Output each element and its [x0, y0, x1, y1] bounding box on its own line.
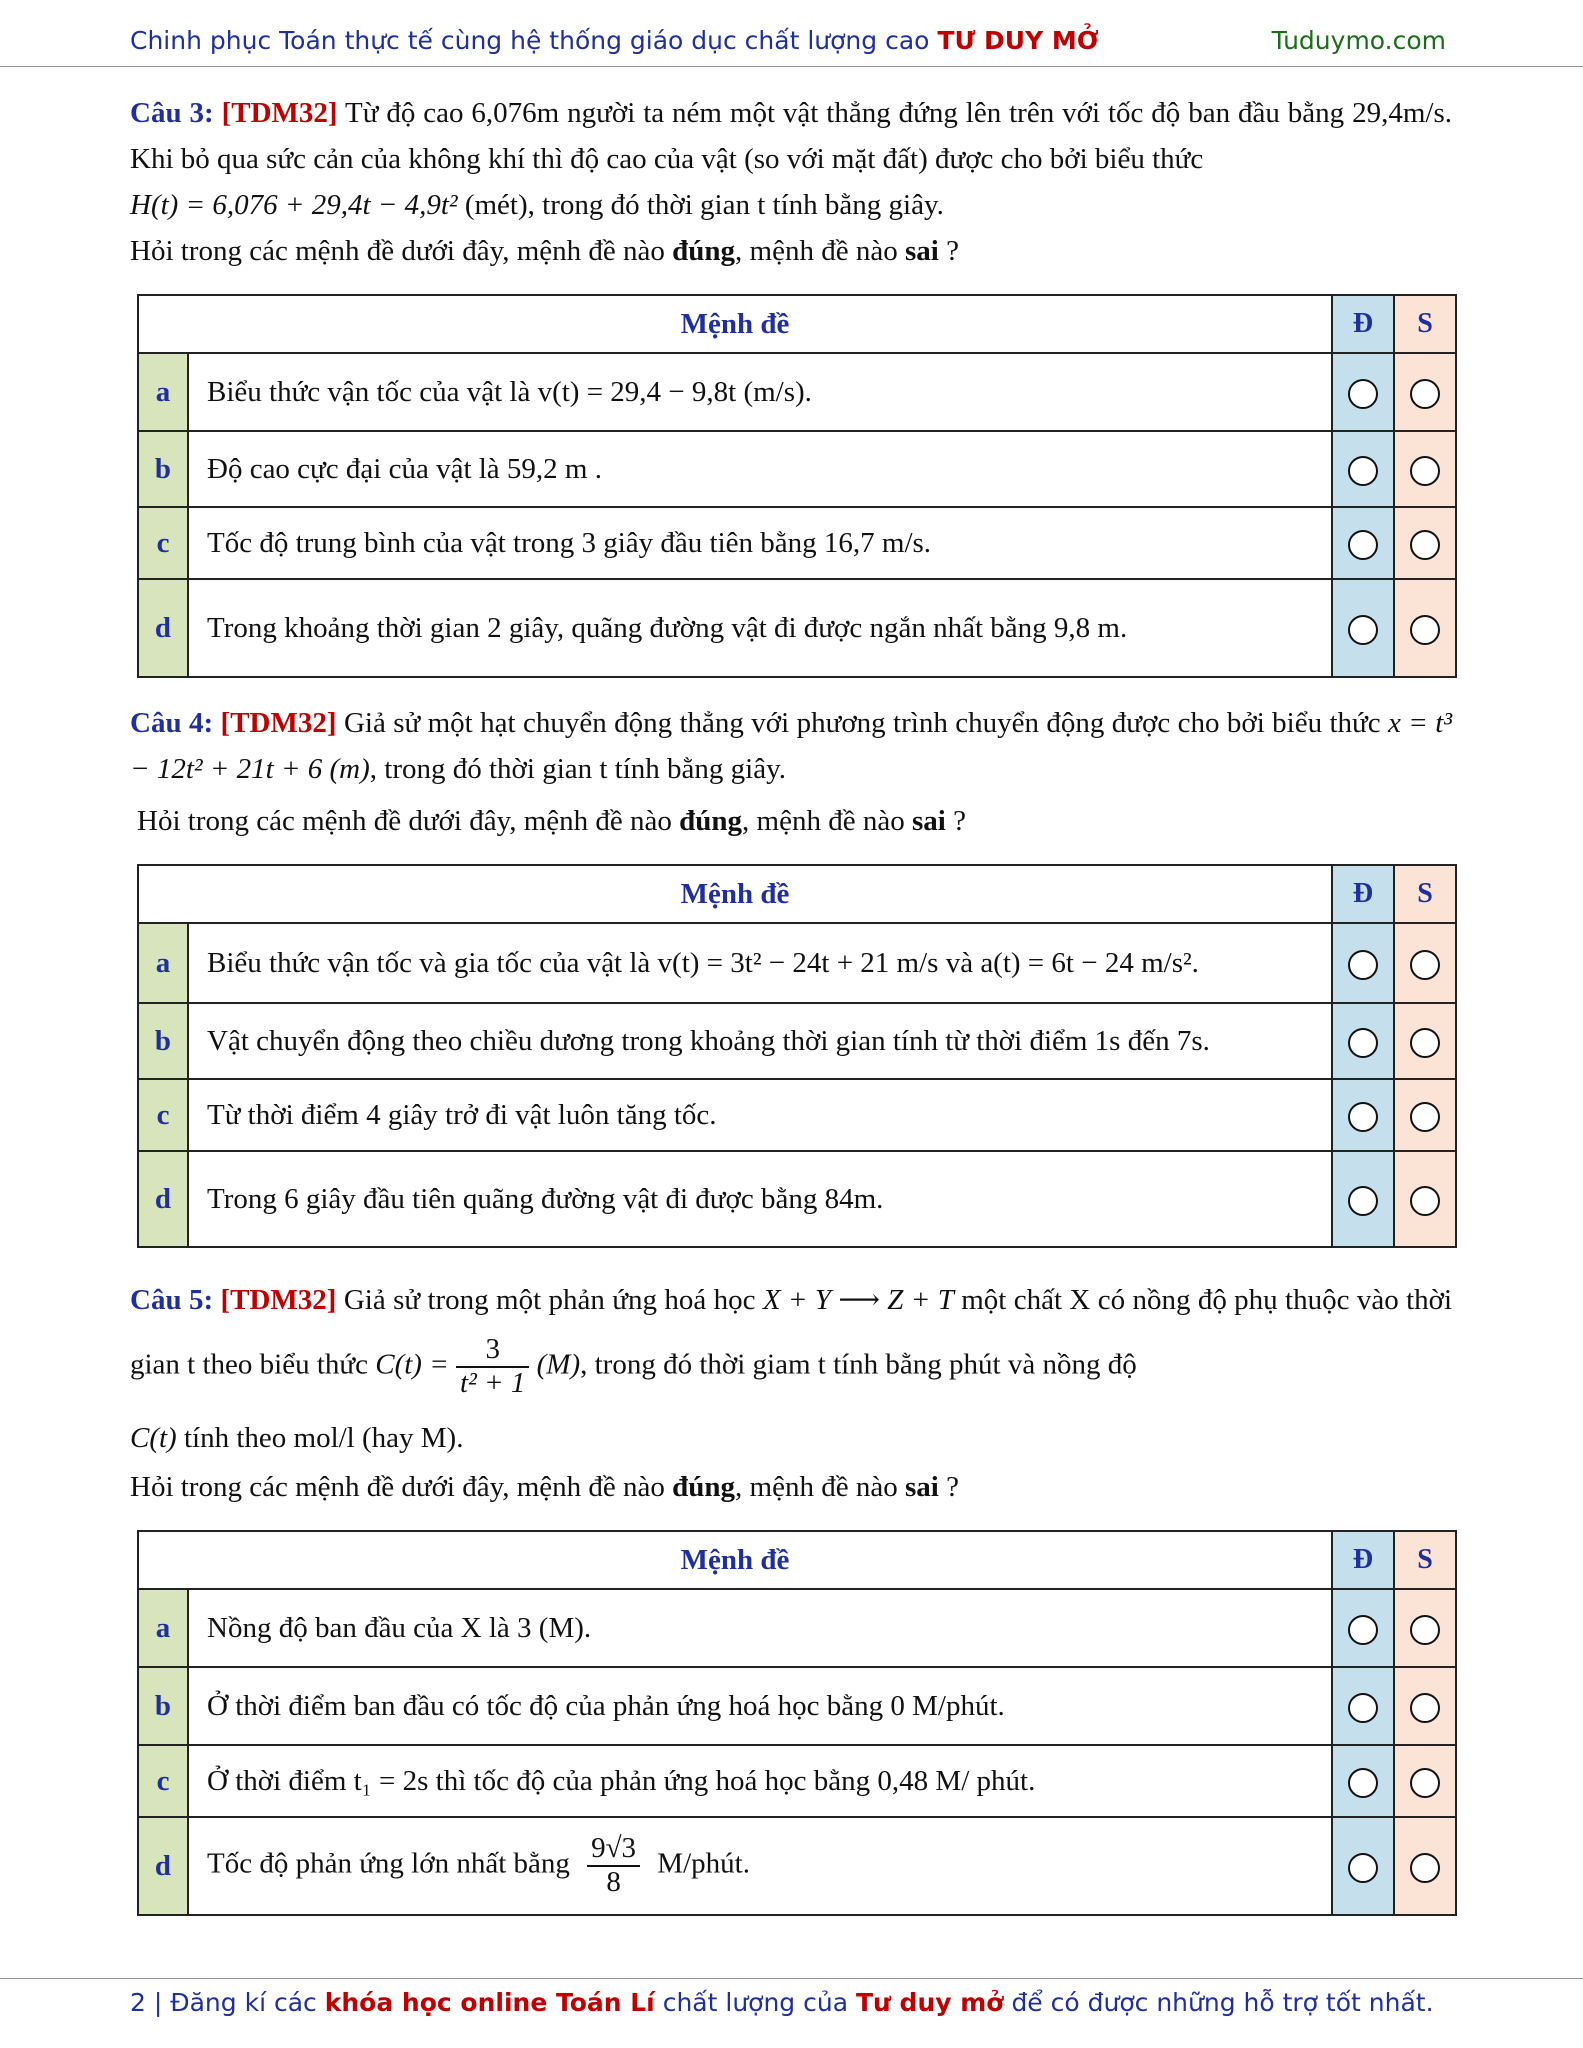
statement-text: Ở thời điểm t₁ = 2s thì tốc độ của phản ứng hoá học bằng 0,48 M/ phút. — [188, 1745, 1332, 1817]
table-row — [138, 923, 1456, 1003]
statement-letter: d — [138, 1817, 188, 1915]
radio-circle-icon[interactable] — [1410, 530, 1440, 560]
radio-circle-icon[interactable] — [1348, 1693, 1378, 1723]
page-header — [0, 0, 1583, 68]
header-divider — [0, 66, 1583, 67]
radio-circle-icon[interactable] — [1410, 1693, 1440, 1723]
table-row — [138, 579, 1456, 677]
col-false-header: S — [1394, 1531, 1456, 1589]
statement-letter: d — [138, 1151, 188, 1247]
radio-circle-icon[interactable] — [1410, 1028, 1440, 1058]
table-row — [138, 507, 1456, 579]
col-false-header: S — [1394, 865, 1456, 923]
footer-text: Đăng kí các — [170, 1988, 317, 2017]
prompt-suffix: ? — [945, 805, 966, 837]
fraction-numerator: 3 — [456, 1334, 529, 1368]
question-label: Câu 3: — [130, 97, 214, 129]
statement-letter: a — [138, 1589, 188, 1667]
question-label: Câu 5: — [130, 1284, 214, 1316]
question-5 — [130, 1276, 1452, 1462]
col-false-header: S — [1394, 295, 1456, 353]
reaction-formula: X + Y ⟶ Z + T — [762, 1284, 954, 1316]
question-text: Giả sử trong một phản ứng hoá học — [343, 1284, 756, 1316]
table-header: Mệnh đề — [138, 1531, 1332, 1589]
table-row — [138, 431, 1456, 507]
true-radio[interactable] — [1332, 1817, 1394, 1915]
statement-letter: d — [138, 579, 188, 677]
question-formula: H(t) = 6,076 + 29,4t − 4,9t² — [130, 189, 458, 221]
radio-circle-icon[interactable] — [1348, 615, 1378, 645]
radio-circle-icon[interactable] — [1410, 1102, 1440, 1132]
prompt-mid: , mệnh đề nào — [735, 1471, 898, 1503]
prompt-text: Hỏi trong các mệnh đề dưới đây, mệnh đề nào — [137, 805, 672, 837]
radio-circle-icon[interactable] — [1410, 379, 1440, 409]
footer-text: chất lượng của — [662, 1988, 849, 2017]
table-row — [138, 1745, 1456, 1817]
statement-text: Ở thời điểm ban đầu có tốc độ của phản ứng hoá học bằng 0 M/phút. — [188, 1667, 1332, 1745]
statement-text: Nồng độ ban đầu của X là 3 (M). — [188, 1589, 1332, 1667]
col-true-header: Đ — [1332, 295, 1394, 353]
question-text-1b: một chất X có nồng độ phụ thuộc vào thời gian t theo biểu thức — [130, 1284, 1453, 1381]
radio-circle-icon[interactable] — [1348, 1853, 1378, 1883]
true-radio[interactable] — [1332, 1589, 1394, 1667]
question-3-prompt — [130, 228, 959, 274]
statement-text: Biểu thức vận tốc của vật là v(t) = 29,4 − 9,8t (m/s). — [188, 353, 1332, 431]
radio-circle-icon[interactable] — [1348, 379, 1378, 409]
footer-brand: Tư duy mở — [856, 1988, 1004, 2017]
statement-letter: c — [138, 507, 188, 579]
footer-highlight: khóa học online Toán Lí — [324, 1988, 655, 2017]
header-slogan-text: Chinh phục Toán thực tế cùng hệ thống giáo dục chất lượng cao — [130, 26, 930, 55]
true-radio[interactable] — [1332, 1745, 1394, 1817]
statement-letter: b — [138, 1667, 188, 1745]
question-text-2: , trong đó thời gian t tính bằng giây. — [369, 753, 786, 785]
false-radio[interactable] — [1394, 353, 1456, 431]
question-text-3: tính theo mol/l (hay M). — [183, 1421, 464, 1454]
table-header: Mệnh đề — [138, 295, 1332, 353]
false-radio[interactable] — [1394, 507, 1456, 579]
radio-circle-icon[interactable] — [1348, 1768, 1378, 1798]
radio-circle-icon[interactable] — [1348, 1028, 1378, 1058]
table-row — [138, 1667, 1456, 1745]
true-radio[interactable] — [1332, 507, 1394, 579]
false-radio[interactable] — [1394, 1745, 1456, 1817]
question-tag: [TDM32] — [221, 97, 338, 129]
question-text-3-line — [130, 1414, 463, 1462]
statement-letter: a — [138, 923, 188, 1003]
formula-right: (M) — [536, 1348, 581, 1381]
radio-circle-icon[interactable] — [1410, 1768, 1440, 1798]
true-radio[interactable] — [1332, 1151, 1394, 1247]
prompt-text: Hỏi trong các mệnh đề dưới đây, mệnh đề nào — [130, 1471, 665, 1503]
formula-fraction — [456, 1334, 529, 1400]
prompt-suffix: ? — [938, 235, 959, 267]
true-radio[interactable] — [1332, 579, 1394, 677]
header-brand: TƯ DUY MỞ — [937, 26, 1099, 55]
table-header: Mệnh đề — [138, 865, 1332, 923]
radio-circle-icon[interactable] — [1410, 950, 1440, 980]
statement-text: Từ thời điểm 4 giây trở đi vật luôn tăng tốc. — [188, 1079, 1332, 1151]
radio-circle-icon[interactable] — [1348, 530, 1378, 560]
statement-text: Trong khoảng thời gian 2 giây, quãng đường vật đi được ngắn nhất bằng 9,8 m. — [188, 579, 1332, 677]
question-3 — [130, 90, 1452, 228]
prompt-false: sai — [911, 805, 946, 837]
statement-text: Trong 6 giây đầu tiên quãng đường vật đi được bằng 84m. — [188, 1151, 1332, 1247]
statement-text: Biểu thức vận tốc và gia tốc của vật là v(t) = 3t² − 24t + 21 m/s và a(t) = 6t − 24 m/s². — [188, 923, 1332, 1003]
prompt-true: đúng — [679, 805, 743, 837]
footer-text: để có được những hỗ trợ tốt nhất. — [1011, 1988, 1434, 2017]
table-row — [138, 1151, 1456, 1247]
statement-letter: b — [138, 431, 188, 507]
false-radio[interactable] — [1394, 1589, 1456, 1667]
radio-circle-icon[interactable] — [1348, 950, 1378, 980]
false-radio[interactable] — [1394, 1667, 1456, 1745]
question-text-3-formula: C(t) — [130, 1421, 177, 1454]
question-4-prompt — [137, 798, 966, 844]
radio-circle-icon[interactable] — [1348, 1102, 1378, 1132]
table-row — [138, 1079, 1456, 1151]
question-label: Câu 4: — [130, 707, 214, 739]
question-text: Giả sử một hạt chuyển động thẳng với phương trình chuyển động được cho bởi biểu thức — [343, 707, 1381, 739]
statement-letter: c — [138, 1079, 188, 1151]
table-header-row — [138, 295, 1456, 353]
question-text: Từ độ cao 6,076m người ta ném một vật thẳng đứng lên trên với tốc độ ban đầu bằng 29,4m/s. Khi bỏ qua sức cản của không khí thì độ cao của vật (so với mặt đất) được cho bởi biểu thức — [130, 97, 1453, 175]
radio-circle-icon[interactable] — [1348, 1615, 1378, 1645]
statement-letter: c — [138, 1745, 188, 1817]
statement-table-q5 — [137, 1530, 1457, 1916]
statement-table-q3 — [137, 294, 1457, 678]
page-footer — [130, 1988, 1434, 2017]
true-radio[interactable] — [1332, 923, 1394, 1003]
fraction-denominator: t² + 1 — [460, 1366, 526, 1399]
question-formula: x = t³ − 12t² + 21t + 6 (m) — [130, 707, 1453, 785]
statement-letter: b — [138, 1003, 188, 1079]
true-radio[interactable] — [1332, 431, 1394, 507]
statement-text-post: M/phút. — [657, 1847, 750, 1880]
question-4 — [130, 700, 1452, 792]
false-radio[interactable] — [1394, 1003, 1456, 1079]
prompt-false: sai — [904, 1471, 939, 1503]
question-tag: [TDM32] — [220, 1284, 337, 1316]
concentration-formula — [375, 1334, 580, 1400]
table-row — [138, 353, 1456, 431]
radio-circle-icon[interactable] — [1348, 1186, 1378, 1216]
prompt-true: đúng — [672, 1471, 736, 1503]
prompt-suffix: ? — [938, 1471, 959, 1503]
radio-circle-icon[interactable] — [1410, 1615, 1440, 1645]
false-radio[interactable] — [1394, 1151, 1456, 1247]
page-number: 2 | — [130, 1988, 163, 2017]
question-text-2: , trong đó thời giam t tính bằng phút và nồng độ — [580, 1348, 1137, 1381]
prompt-mid: , mệnh đề nào — [735, 235, 898, 267]
prompt-false: sai — [904, 235, 939, 267]
statement-fraction — [587, 1833, 640, 1899]
fraction-denominator: 8 — [606, 1866, 621, 1898]
statement-text: Độ cao cực đại của vật là 59,2 m . — [188, 431, 1332, 507]
statement-text: Tốc độ trung bình của vật trong 3 giây đầu tiên bằng 16,7 m/s. — [188, 507, 1332, 579]
true-radio[interactable] — [1332, 353, 1394, 431]
false-radio[interactable] — [1394, 431, 1456, 507]
fraction-numerator: 9√3 — [587, 1833, 640, 1867]
header-slogan — [130, 26, 1099, 55]
false-radio[interactable] — [1394, 1817, 1456, 1915]
footer-divider — [0, 1978, 1583, 1979]
true-radio[interactable] — [1332, 1667, 1394, 1745]
table-header-row — [138, 865, 1456, 923]
col-true-header: Đ — [1332, 1531, 1394, 1589]
radio-circle-icon[interactable] — [1410, 615, 1440, 645]
statement-letter: a — [138, 353, 188, 431]
statement-text-pre: Tốc độ phản ứng lớn nhất bằng — [207, 1847, 570, 1880]
true-radio[interactable] — [1332, 1079, 1394, 1151]
false-radio[interactable] — [1394, 1079, 1456, 1151]
statement-table-q4 — [137, 864, 1457, 1248]
table-row — [138, 1817, 1456, 1915]
prompt-text: Hỏi trong các mệnh đề dưới đây, mệnh đề nào — [130, 235, 665, 267]
col-true-header: Đ — [1332, 865, 1394, 923]
prompt-true: đúng — [672, 235, 736, 267]
prompt-mid: , mệnh đề nào — [742, 805, 905, 837]
statement-text — [188, 1817, 1332, 1915]
table-header-row — [138, 1531, 1456, 1589]
table-row — [138, 1003, 1456, 1079]
radio-circle-icon[interactable] — [1410, 456, 1440, 486]
false-radio[interactable] — [1394, 579, 1456, 677]
statement-text: Vật chuyển động theo chiều dương trong khoảng thời gian tính từ thời điểm 1s đến 7s. — [188, 1003, 1332, 1079]
question-5-prompt — [130, 1464, 959, 1510]
radio-circle-icon[interactable] — [1410, 1186, 1440, 1216]
header-website[interactable]: Tuduymo.com — [1271, 26, 1446, 55]
false-radio[interactable] — [1394, 923, 1456, 1003]
true-radio[interactable] — [1332, 1003, 1394, 1079]
question-tag: [TDM32] — [220, 707, 337, 739]
radio-circle-icon[interactable] — [1348, 456, 1378, 486]
formula-left: C(t) = — [375, 1348, 449, 1381]
radio-circle-icon[interactable] — [1410, 1853, 1440, 1883]
question-text-2: (mét), trong đó thời gian t tính bằng giây. — [464, 189, 944, 221]
table-row — [138, 1589, 1456, 1667]
